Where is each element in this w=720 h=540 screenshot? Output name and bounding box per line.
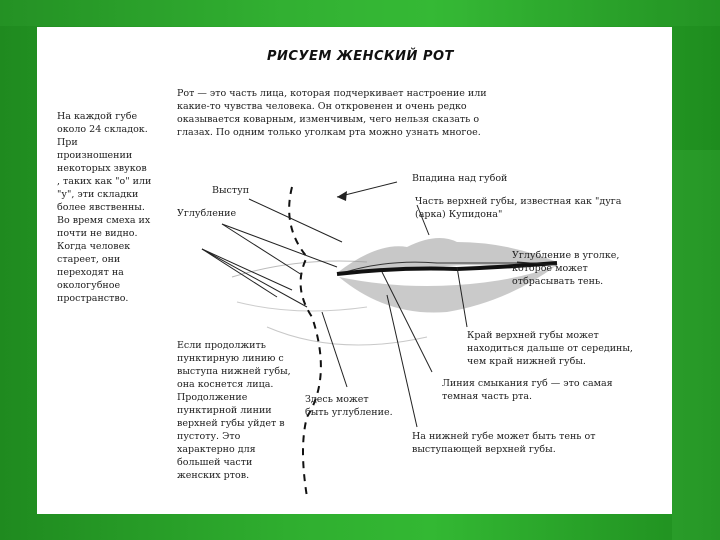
label-here: Здесь может быть углубление. [305, 394, 393, 418]
label-uglublenie: Углубление [177, 208, 237, 219]
label-cupid: Часть верхней губы, известная как "дуга (арка) Купидона" [415, 196, 622, 220]
left-note: На каждой губе около 24 складок. При произношении некоторых звуков , таких как "о" или "у", эти складки более явственны. Во время смеха их почти не видно. Когда человек стареет, они переходят на окологубное пространство. [57, 111, 152, 304]
label-vystup: Выступ [212, 185, 250, 196]
background-band [0, 0, 720, 26]
label-upper-edge: Край верхней губы может находиться дальше от середины, чем край нижней губы. [467, 330, 633, 367]
label-continue: Если продолжить пунктирную линию с выступа нижней губы, она коснется лица. Продолжение пунктирной линии верхней губы уйдет в пустоту. Это характерно для большей части женских ртов. [177, 340, 291, 481]
label-lower-shadow: На нижней губе может быть тень от выступающей верхней губы. [412, 431, 596, 455]
label-corner: Углубление в уголке, которое может отбрасывать тень. [512, 250, 620, 287]
label-closure-line: Линия смыкания губ — это самая темная часть рта. [442, 378, 613, 402]
label-vpadina: Впадина над губой [412, 173, 508, 184]
document-page [37, 27, 672, 514]
background-stripe [672, 150, 720, 540]
intro-paragraph: Рот — это часть лица, которая подчеркивает настроение или какие-то чувства человека. Он откровенен и очень редко оказывается коварным, изменчивым, чего нельзя сказать о глазах. По одним только уголкам рта можно узнать многое. [177, 88, 487, 138]
page-title: РИСУЕМ ЖЕНСКИЙ РОТ [267, 49, 454, 64]
